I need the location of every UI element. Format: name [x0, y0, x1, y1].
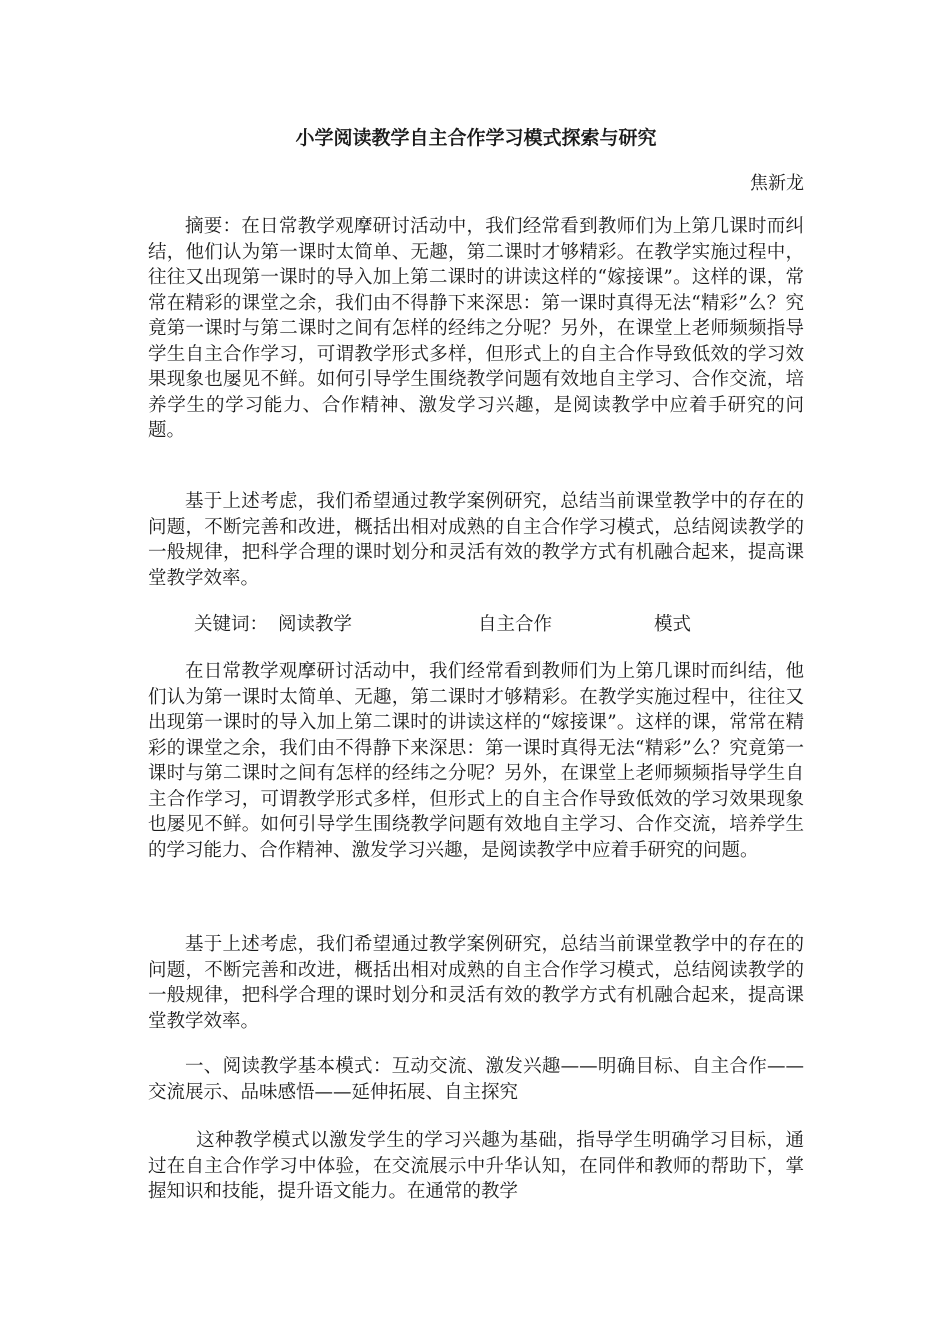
section-heading	[148, 1054, 804, 1105]
section-body-paragraph: 这种教学模式以激发学生的学习兴趣为基础，指导学生明确学习目标，通过在自主合作学习中体验，在交流展示中升华认知，在同伴和教师的帮助下，掌握知识和技能，提升语文能力。在通常的教学	[148, 1130, 804, 1202]
body-paragraph: 基于上述考虑，我们希望通过教学案例研究，总结当前课堂教学中的存在的问题，不断完善和改进，概括出相对成熟的自主合作学习模式，总结阅读教学的一般规律，把科学合理的课时划分和灵活有效的教学方式有机融合起来，提高课堂教学效率。	[148, 934, 804, 1032]
keywords-label: 关键词：	[194, 614, 269, 635]
keyword-item: 阅读教学	[278, 614, 353, 635]
section-heading-subtitle: 互动交流、激发兴趣——明确目标、自主合作——交流展示、品味感悟——延伸拓展、自主探究	[148, 1056, 804, 1103]
author-name: 焦新龙	[750, 173, 804, 194]
body-paragraph: 在日常教学观摩研讨活动中，我们经常看到教师们为上第几课时而纠结，他们认为第一课时太简单、无趣，第二课时才够精彩。在教学实施过程中，往往又出现第一课时的导入加上第二课时的讲读这样的“嫁接课”。这样的课，常常在精彩的课堂之余，我们由不得静下来深思：第一课时真得无法“精彩”么？究竟第一课时与第二课时之间有怎样的经纬之分呢？另外，在课堂上老师频频指导学生自主合作学习，可谓教学形式多样，但形式上的自主合作导致低效的学习效果现象也屡见不鲜。如何引导学生围绕教学问题有效地自主学习、合作交流，培养学生的学习能力、合作精神、激发学习兴趣，是阅读教学中应着手研究的问题。	[148, 661, 804, 861]
keyword-item: 自主合作	[478, 614, 553, 635]
section-heading-label: 一、阅读教学基本模式：	[185, 1056, 392, 1077]
keyword-item: 模式	[654, 614, 692, 635]
abstract-paragraph-2: 基于上述考虑，我们希望通过教学案例研究，总结当前课堂教学中的存在的问题，不断完善和改进，概括出相对成熟的自主合作学习模式，总结阅读教学的一般规律，把科学合理的课时划分和灵活有效的教学方式有机融合起来，提高课堂教学效率。	[148, 491, 804, 589]
abstract-paragraph: 摘要：在日常教学观摩研讨活动中，我们经常看到教师们为上第几课时而纠结，他们认为第一课时太简单、无趣，第二课时才够精彩。在教学实施过程中，往往又出现第一课时的导入加上第二课时的讲读这样的“嫁接课”。这样的课，常常在精彩的课堂之余，我们由不得静下来深思：第一课时真得无法“精彩”么？究竟第一课时与第二课时之间有怎样的经纬之分呢？另外，在课堂上老师频频指导学生自主合作学习，可谓教学形式多样，但形式上的自主合作导致低效的学习效果现象也屡见不鲜。如何引导学生围绕教学问题有效地自主学习、合作交流，培养学生的学习能力、合作精神、激发学习兴趣，是阅读教学中应着手研究的问题。	[148, 216, 804, 441]
keywords-line	[194, 611, 691, 639]
document-title: 小学阅读教学自主合作学习模式探索与研究	[295, 127, 657, 149]
